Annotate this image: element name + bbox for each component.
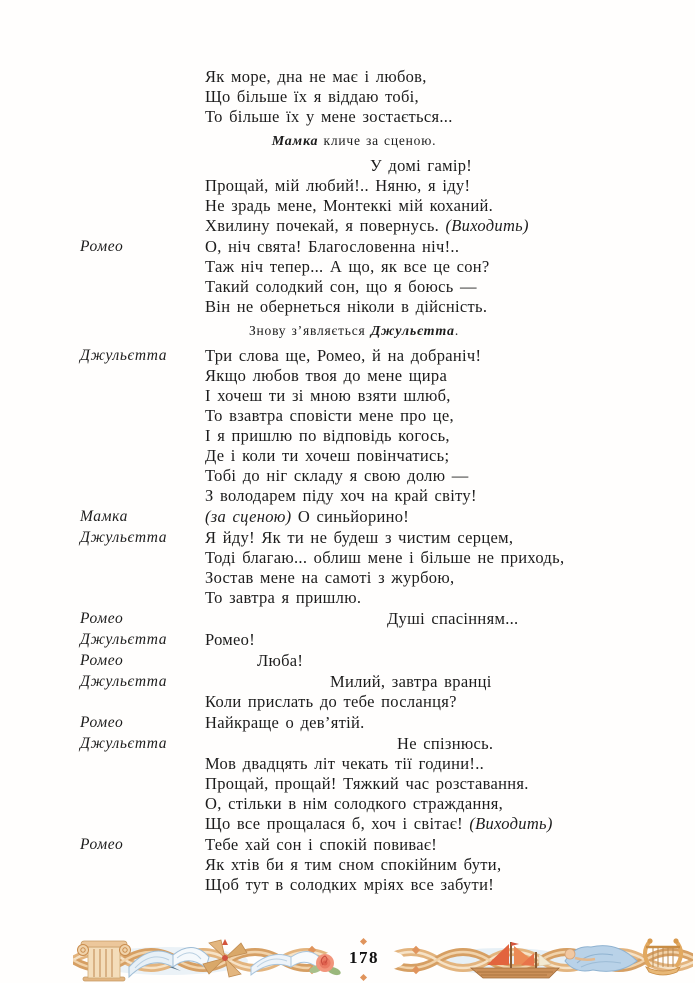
italic-text-segment: Джульєтта — [370, 324, 455, 339]
text-segment: Милий, завтра вранці — [330, 672, 492, 691]
text-segment: Щоб тут в солодких мріях все забути! — [205, 875, 494, 894]
page-footer — [73, 937, 693, 982]
verse-line — [205, 588, 628, 608]
dialogue-block — [80, 630, 628, 650]
verse-line — [205, 713, 628, 733]
verse-line — [205, 176, 628, 196]
text-segment: Знову з’являється — [248, 323, 371, 338]
verse-line — [205, 156, 628, 176]
verse-line — [205, 426, 628, 446]
dialogue-block — [80, 237, 628, 317]
verse-lines — [205, 609, 628, 629]
verse-line — [205, 196, 628, 216]
speaker-label: Мамка — [80, 508, 128, 525]
speaker-label: Джульєтта — [80, 529, 168, 546]
dialogue-text — [80, 66, 628, 896]
verse-lines — [205, 835, 628, 895]
verse-line — [205, 257, 628, 277]
verse-line — [205, 237, 628, 257]
verse-line — [205, 651, 628, 671]
verse-line — [205, 406, 628, 426]
verse-line — [205, 794, 628, 814]
italic-text-segment: (за сценою) — [205, 507, 292, 526]
verse-line — [205, 67, 628, 87]
speaker-label: Джульєтта — [80, 735, 168, 752]
verse-line — [205, 216, 628, 236]
stage-direction — [80, 131, 628, 152]
verse-line — [205, 346, 628, 366]
verse-lines — [205, 630, 628, 650]
dialogue-block — [80, 651, 628, 671]
text-segment: Тебе хай сон і спокій повиває! — [205, 835, 438, 854]
stage-direction — [80, 321, 628, 342]
verse-line — [205, 446, 628, 466]
verse-line — [205, 507, 628, 527]
text-segment: Тоді благаю... облиш мене і більше не приходь, — [205, 548, 565, 567]
verse-line — [205, 630, 628, 650]
verse-line — [205, 548, 628, 568]
text-segment: Прощай, прощай! Тяжкий час розставання. — [205, 774, 529, 793]
verse-lines — [205, 346, 628, 506]
dialogue-block — [80, 528, 628, 608]
dialogue-block — [80, 672, 628, 712]
verse-line — [205, 466, 628, 486]
verse-line — [205, 277, 628, 297]
text-segment: О, ніч свята! Благословенна ніч!.. — [205, 237, 460, 256]
text-segment: І хочеш ти зі мною взяти шлюб, — [205, 386, 451, 405]
text-segment: Як море, дна не має і любов, — [205, 67, 427, 86]
text-segment: То більше їх у мене зостається... — [205, 107, 453, 126]
text-segment: Якщо любов твоя до мене щира — [205, 366, 448, 385]
verse-lines — [205, 651, 628, 671]
text-segment: О, стільки в нім солодкого страждання, — [205, 794, 504, 813]
verse-line — [205, 609, 628, 629]
verse-line — [205, 486, 628, 506]
text-segment: Душі спасінням... — [387, 609, 519, 628]
dialogue-block — [80, 507, 628, 527]
text-segment: Він не обернеться ніколи в дійсність. — [205, 297, 488, 316]
page-number: 178 — [349, 948, 379, 967]
verse-line — [205, 734, 628, 754]
verse-line — [205, 107, 628, 127]
speaker-label: Ромео — [80, 836, 124, 853]
italic-text-segment: (Виходить) — [445, 216, 529, 235]
verse-line — [205, 754, 628, 774]
text-segment: Хвилину почекай, я повернусь. — [205, 216, 446, 235]
verse-line — [205, 568, 628, 588]
speaker-label — [80, 156, 205, 236]
text-segment: . — [454, 323, 460, 338]
speaker-label: Ромео — [80, 610, 124, 627]
text-segment: То завтра я пришлю. — [205, 588, 362, 607]
text-segment: Як хтів би я тим сном спокійним бути, — [205, 855, 502, 874]
dialogue-block — [80, 713, 628, 733]
dialogue-block — [80, 609, 628, 629]
verse-line — [205, 297, 628, 317]
text-segment: Що більше їх я віддаю тобі, — [205, 87, 419, 106]
verse-lines — [205, 507, 628, 527]
verse-line — [205, 366, 628, 386]
verse-line — [205, 692, 628, 712]
speaker-label: Джульєтта — [80, 631, 168, 648]
dialogue-block — [80, 156, 628, 236]
text-segment: І я пришлю по відповідь когось, — [205, 426, 450, 445]
verse-lines — [205, 237, 628, 317]
text-segment: Тобі до ніг складу я свою долю — — [205, 466, 469, 485]
text-segment: У домі гамір! — [370, 156, 473, 175]
verse-line — [205, 855, 628, 875]
italic-text-segment: Мамка — [271, 134, 319, 149]
verse-line — [205, 87, 628, 107]
verse-lines — [205, 67, 628, 127]
text-segment: Що все прощалася б, хоч і світає! — [205, 814, 470, 833]
speaker-label: Ромео — [80, 714, 124, 731]
text-segment: То взавтра сповісти мене про це, — [205, 406, 454, 425]
text-segment: кличе за сценою. — [318, 133, 437, 148]
verse-lines — [205, 528, 628, 608]
verse-line — [205, 386, 628, 406]
verse-line — [205, 835, 628, 855]
speaker-label: Джульєтта — [80, 347, 168, 364]
text-segment: Такий солодкий сон, що я боюсь — — [205, 277, 477, 296]
text-segment: Ромео! — [205, 630, 256, 649]
speaker-label: Ромео — [80, 238, 124, 255]
text-segment: Зостав мене на самоті з журбою, — [205, 568, 455, 587]
verse-line — [205, 774, 628, 794]
italic-text-segment: (Виходить) — [469, 814, 553, 833]
text-segment: Найкраще о дев’ятій. — [205, 713, 365, 732]
dialogue-block — [80, 67, 628, 127]
verse-line — [205, 814, 628, 834]
text-segment: Прощай, мій любий!.. Няню, я іду! — [205, 176, 471, 195]
verse-lines — [205, 734, 628, 834]
verse-lines — [205, 156, 628, 236]
verse-line — [205, 672, 628, 692]
text-segment: Коли прислать до тебе посланця? — [205, 692, 457, 711]
text-segment: Мов двадцять літ чекать тії години!.. — [205, 754, 485, 773]
text-segment: Я йду! Як ти не будеш з чистим серцем, — [205, 528, 514, 547]
dialogue-block — [80, 734, 628, 834]
text-segment: Не спізнюсь. — [397, 734, 494, 753]
verse-line — [205, 528, 628, 548]
text-segment: О синьйорино! — [291, 507, 410, 526]
dialogue-block — [80, 835, 628, 895]
text-segment: Де і коли ти хочеш повінчатись; — [205, 446, 450, 465]
text-segment: Не зрадь мене, Монтеккі мій коханий. — [205, 196, 494, 215]
verse-lines — [205, 672, 628, 712]
speaker-label — [80, 67, 205, 127]
speaker-label: Ромео — [80, 652, 124, 669]
text-segment: З володарем піду хоч на край світу! — [205, 486, 477, 505]
verse-lines — [205, 713, 628, 733]
text-segment: Таж ніч тепер... А що, як все це сон? — [205, 257, 490, 276]
verse-line — [205, 875, 628, 895]
text-segment: Люба! — [257, 651, 304, 670]
text-segment: Три слова ще, Ромео, й на добраніч! — [205, 346, 482, 365]
dialogue-block — [80, 346, 628, 506]
speaker-label: Джульєтта — [80, 673, 168, 690]
